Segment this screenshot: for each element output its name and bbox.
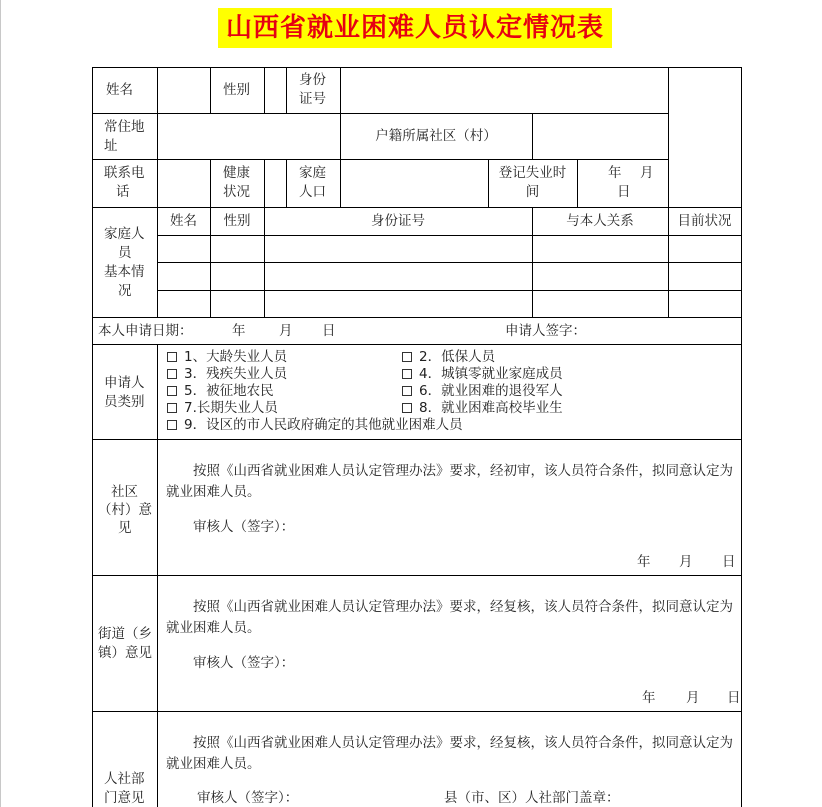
label-address-line2: 址 [104,138,118,154]
category-option-8: 8．就业困难高校毕业生 [419,400,563,416]
label-reg-day: 日 [617,184,631,200]
label-reg-year: 年 [608,165,622,181]
community-date-month: 月 [679,554,693,570]
family-header-id: 身份证号 [371,213,425,229]
category-option-6: 6．就业困难的退役军人 [419,383,563,399]
category-option-4: 4．城镇零就业家庭成员 [419,366,563,382]
category-option-5: 5．被征地农民 [184,383,274,399]
family-header-status: 目前状况 [677,213,732,229]
page-edge [0,0,1,807]
hr-reviewer-label: 审核人（签字）： [197,790,299,806]
street-date-year: 年 [642,690,656,706]
label-phone-line2: 话 [116,184,130,200]
checkbox-category-3[interactable] [167,369,177,379]
category-option-3: 3．残疾失业人员 [184,366,288,382]
community-date-year: 年 [637,554,651,570]
label-category-line1: 申请人 [104,375,145,391]
checkbox-category-2[interactable] [402,352,412,362]
label-reg-month: 月 [640,165,654,181]
label-id-line2: 证号 [299,91,326,107]
label-community: 户籍所属社区（村） [375,128,497,144]
category-option-1: 1、大龄失业人员 [184,349,288,365]
label-family-line3: 基本情 [104,264,145,280]
category-option-9: 9．设区的市人民政府确定的其他就业困难人员 [184,417,463,433]
street-date-month: 月 [686,690,700,706]
hr-seal-label: 县（市、区）人社部门盖章： [444,790,620,806]
label-hr-opinion-line2: 门意见 [104,790,145,806]
checkbox-category-6[interactable] [402,386,412,396]
hr-opinion-text: 按照《山西省就业困难人员认定管理办法》要求，经复核，该人员符合条件，拟同意认定为就业困难人员。 [166,735,733,772]
label-category-line2: 员类别 [104,394,145,410]
category-option-2: 2．低保人员 [419,349,496,365]
label-applicant-sign: 申请人签字： [505,323,586,339]
label-gender: 性别 [223,82,250,98]
label-street-opinion-line2: 镇）意见 [98,645,152,661]
label-register-line2: 间 [525,184,540,200]
label-community-opinion-line3: 见 [118,520,132,536]
label-apply-date: 本人申请日期： [98,323,193,339]
label-id-line1: 身份 [299,72,326,88]
family-header-gender: 性别 [223,213,251,229]
street-reviewer-label: 审核人（签字）： [193,655,295,671]
checkbox-category-4[interactable] [402,369,412,379]
label-family-line2: 员 [118,245,132,261]
label-apply-year: 年 [232,323,246,339]
label-community-opinion-line1: 社区 [111,484,138,500]
family-header-name: 姓名 [170,213,197,229]
community-opinion-text: 按照《山西省就业困难人员认定管理办法》要求，经初审，该人员符合条件，拟同意认定为就业困难人员。 [166,463,733,500]
label-address-line1: 常住地 [104,119,145,135]
page-title: 山西省就业困难人员认定情况表 [218,8,612,48]
category-option-7: 7.长期失业人员 [184,400,278,416]
label-health-line2: 状况 [223,184,250,200]
label-phone-line1: 联系电 [104,165,145,181]
label-family-size-line1: 家庭 [299,165,326,181]
checkbox-category-8[interactable] [402,403,412,413]
family-header-relation: 与本人关系 [566,213,634,229]
label-register-line1: 登记失业时 [498,165,567,181]
label-apply-day: 日 [322,323,336,339]
checkbox-category-9[interactable] [167,420,177,430]
checkbox-category-7[interactable] [167,403,177,413]
label-name: 姓名 [106,82,133,98]
label-family-size-line2: 人口 [299,184,326,200]
community-reviewer-label: 审核人（签字）： [193,519,295,535]
label-family-line4: 况 [118,283,132,299]
street-opinion-text: 按照《山西省就业困难人员认定管理办法》要求，经复核，该人员符合条件，拟同意认定为就业困难人员。 [166,599,733,636]
label-community-opinion-line2: （村）意 [98,502,152,518]
label-family-line1: 家庭人 [104,226,145,242]
checkbox-category-5[interactable] [167,386,177,396]
community-date-day: 日 [722,554,736,570]
label-hr-opinion-line1: 人社部 [104,771,145,787]
label-street-opinion-line1: 街道（乡 [98,626,152,642]
label-health-line1: 健康 [223,165,250,181]
label-apply-month: 月 [279,323,293,339]
checkbox-category-1[interactable] [167,352,177,362]
street-date-day: 日 [727,690,741,706]
